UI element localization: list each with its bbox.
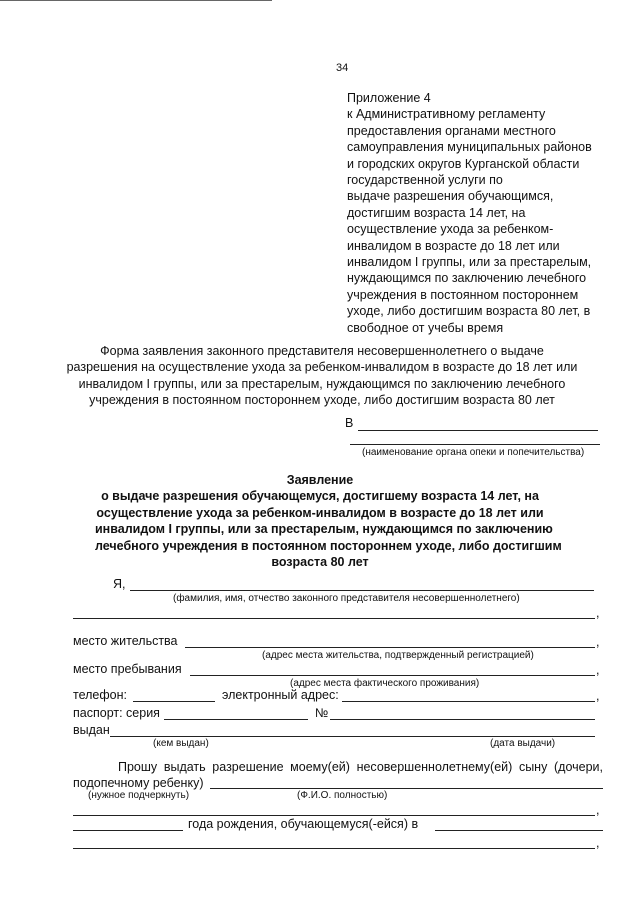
applicant-name-field-line2[interactable]: [73, 618, 595, 619]
school-field[interactable]: [435, 830, 603, 831]
form-title-line: учреждения в постоянном постороннем уходе, либо достигшим возраста 80 лет: [89, 393, 555, 408]
passport-series-field[interactable]: [164, 719, 308, 720]
form-title-line: Форма заявления законного представителя несовершеннолетнего о выдаче: [100, 344, 544, 358]
passport-label: паспорт: серия: [73, 706, 160, 720]
comma: ,: [596, 663, 600, 677]
birth-text: года рождения, обучающемуся(-ейся) в: [188, 817, 419, 831]
child-name-field[interactable]: [210, 788, 603, 789]
form-title-line: разрешения на осуществление ухода за ребенком-инвалидом в возрасте до 18 лет или: [66, 360, 578, 375]
fio-caption: (Ф.И.О. полностью): [297, 790, 388, 801]
application-subtitle-line: инвалидом I группы, или за престарелым, нуждающимся по заключению: [95, 522, 553, 537]
application-subtitle-line: лечебного учреждения в постоянном постороннем уходе, либо достигшим: [95, 538, 562, 553]
issued-label: выдан: [73, 723, 110, 737]
appendix-line: учреждения в постоянном постороннем: [347, 287, 579, 302]
top-rule: [0, 0, 272, 1]
form-title: [60, 343, 584, 409]
phone-label: телефон:: [73, 688, 127, 702]
recipient-caption: (наименование органа опеки и попечительства): [362, 447, 585, 458]
residence-field[interactable]: [185, 647, 595, 648]
underline-caption: (нужное подчеркнуть): [88, 790, 190, 801]
comma: ,: [596, 836, 600, 850]
number-label: №: [315, 706, 329, 720]
appendix-line: инвалидом в возрасте до 18 лет или: [347, 238, 560, 253]
application-subtitle-line: о выдаче разрешения обучающемуся, достигшему возраста 14 лет, на: [101, 489, 539, 504]
passport-number-field[interactable]: [330, 719, 595, 720]
ya-label: Я,: [113, 577, 126, 591]
appendix-line: инвалидом I группы, или за престарелым,: [347, 255, 592, 270]
appendix-line: нуждающимся по заключению лечебного: [347, 271, 587, 286]
stay-label: место пребывания: [73, 662, 182, 676]
email-label: электронный адрес:: [222, 688, 339, 702]
application-title: Заявление: [286, 473, 354, 487]
stay-caption: (адрес места фактического проживания): [290, 678, 480, 689]
comma: ,: [596, 689, 600, 703]
residence-caption: (адрес места жительства, подтвержденный регистрацией): [262, 650, 534, 661]
recipient-field-line2[interactable]: [350, 444, 600, 445]
appendix-line: достигшим возраста 14 лет, на: [347, 205, 526, 220]
issued-field[interactable]: [110, 736, 595, 737]
recipient-prefix: В: [345, 416, 354, 430]
appendix-line: самоуправления муниципальных районов: [347, 140, 592, 155]
comma: ,: [596, 803, 600, 817]
request-line-1: Прошу выдать разрешение моему(ей) несовершеннолетнему(ей) сыну (дочери,: [118, 760, 603, 774]
appendix-line: государственной услуги по: [347, 173, 503, 188]
request-paragraph: [73, 759, 603, 792]
appendix-block: [347, 90, 592, 336]
issue-date-caption: (дата выдачи): [490, 738, 556, 749]
appendix-line: к Административному регламенту: [347, 107, 546, 122]
comma: ,: [596, 635, 600, 649]
appendix-line: уходе, либо достигшим возраста 80 лет, в: [347, 304, 591, 319]
application-heading: [95, 472, 562, 570]
birth-year-field[interactable]: [73, 830, 183, 831]
school-field-line2[interactable]: [73, 848, 595, 849]
application-subtitle-line: возраста 80 лет: [271, 555, 369, 570]
page-number: 34: [336, 62, 349, 74]
applicant-name-field[interactable]: [130, 590, 594, 591]
email-field[interactable]: [342, 701, 595, 702]
issued-by-caption: (кем выдан): [153, 738, 209, 749]
appendix-line: предоставления органами местного: [347, 123, 556, 138]
form-title-line: инвалидом I группы, или за престарелым, нуждающимся по заключению лечебного: [78, 376, 566, 391]
application-subtitle-line: осуществление ухода за ребенком-инвалидом в возрасте до 18 лет или: [96, 505, 544, 520]
request-line-2: подопечному ребенку): [73, 776, 204, 791]
appendix-line: свободное от учебы время: [347, 320, 504, 335]
appendix-line: Приложение 4: [347, 91, 431, 105]
residence-label: место жительства: [73, 634, 178, 648]
stay-field[interactable]: [190, 675, 595, 676]
recipient-field[interactable]: [358, 430, 598, 431]
appendix-line: выдаче разрешения обучающимся,: [347, 189, 554, 204]
appendix-line: осуществление ухода за ребенком-: [347, 222, 554, 237]
appendix-line: и городских округов Курганской области: [347, 156, 580, 171]
applicant-name-caption: (фамилия, имя, отчество законного представителя несовершеннолетнего): [173, 593, 520, 604]
phone-field[interactable]: [133, 701, 215, 702]
child-name-field-line2[interactable]: [73, 815, 595, 816]
comma: ,: [596, 606, 600, 620]
